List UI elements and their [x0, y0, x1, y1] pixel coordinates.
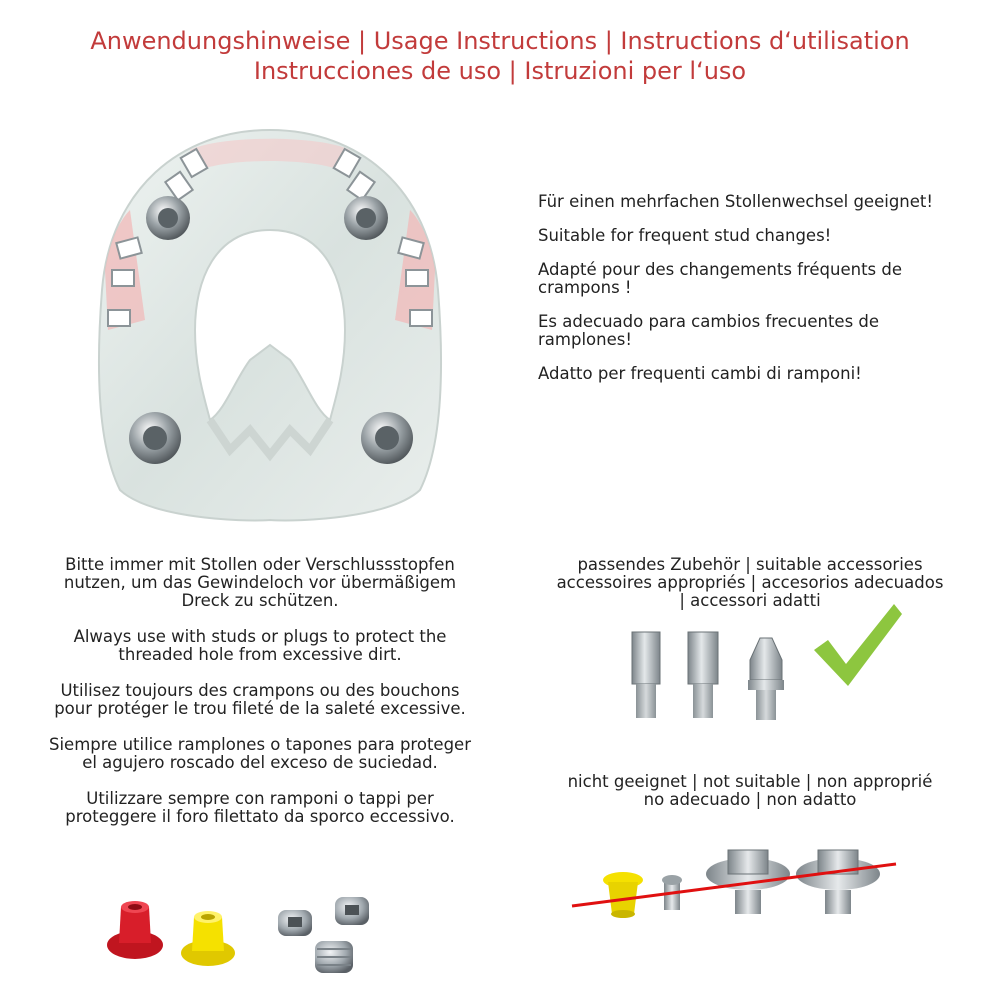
usage-fr: Utilisez toujours des crampons ou des bouchons pour protéger le trou fileté de la saleté excessive.	[54, 681, 466, 718]
feature-list	[538, 193, 938, 399]
not-suitable-caption	[520, 773, 980, 809]
feature-es: Es adecuado para cambios frecuentes de ramplones!	[538, 312, 880, 349]
usage-de: Bitte immer mit Stollen oder Verschlussstopfen nutzen, um das Gewindeloch vor übermäßigem Dreck zu schützen.	[63, 555, 457, 610]
suitable-caption	[520, 556, 980, 610]
feature-fr: Adapté pour des changements fréquents de crampons !	[538, 260, 903, 297]
suitable-line3: | accessori adatti	[679, 591, 821, 610]
feature-en: Suitable for frequent stud changes!	[538, 226, 832, 245]
suitable-line1: passendes Zubehör | suitable accessories	[577, 555, 923, 574]
suitable-line2: accessoires appropriés | accesorios adecuados	[556, 573, 944, 592]
feature-de: Für einen mehrfachen Stollenwechsel geeignet!	[538, 192, 933, 211]
page-title-line2: Instrucciones de uso | Istruzioni per l‘uso	[253, 57, 747, 85]
plugs-image	[95, 885, 395, 985]
suitable-studs-image	[620, 620, 800, 730]
not-suitable-line1: nicht geeignet | not suitable | non approprié	[567, 772, 933, 791]
not-suitable-items-image	[570, 840, 900, 920]
usage-en: Always use with studs or plugs to protect the threaded hole from excessive dirt.	[73, 627, 447, 664]
usage-list	[40, 556, 480, 844]
horseshoe-image	[90, 120, 450, 530]
usage-es: Siempre utilice ramplones o tapones para proteger el agujero roscado del exceso de suciedad.	[49, 735, 471, 772]
checkmark-icon	[810, 600, 905, 690]
feature-it: Adatto per frequenti cambi di ramponi!	[538, 364, 862, 383]
page-title-line1: Anwendungshinweise | Usage Instructions | Instructions d‘utilisation	[90, 27, 910, 55]
not-suitable-line2: no adecuado | non adatto	[643, 790, 857, 809]
usage-it: Utilizzare sempre con ramponi o tappi per proteggere il foro filettato da sporco eccessivo.	[65, 789, 455, 826]
